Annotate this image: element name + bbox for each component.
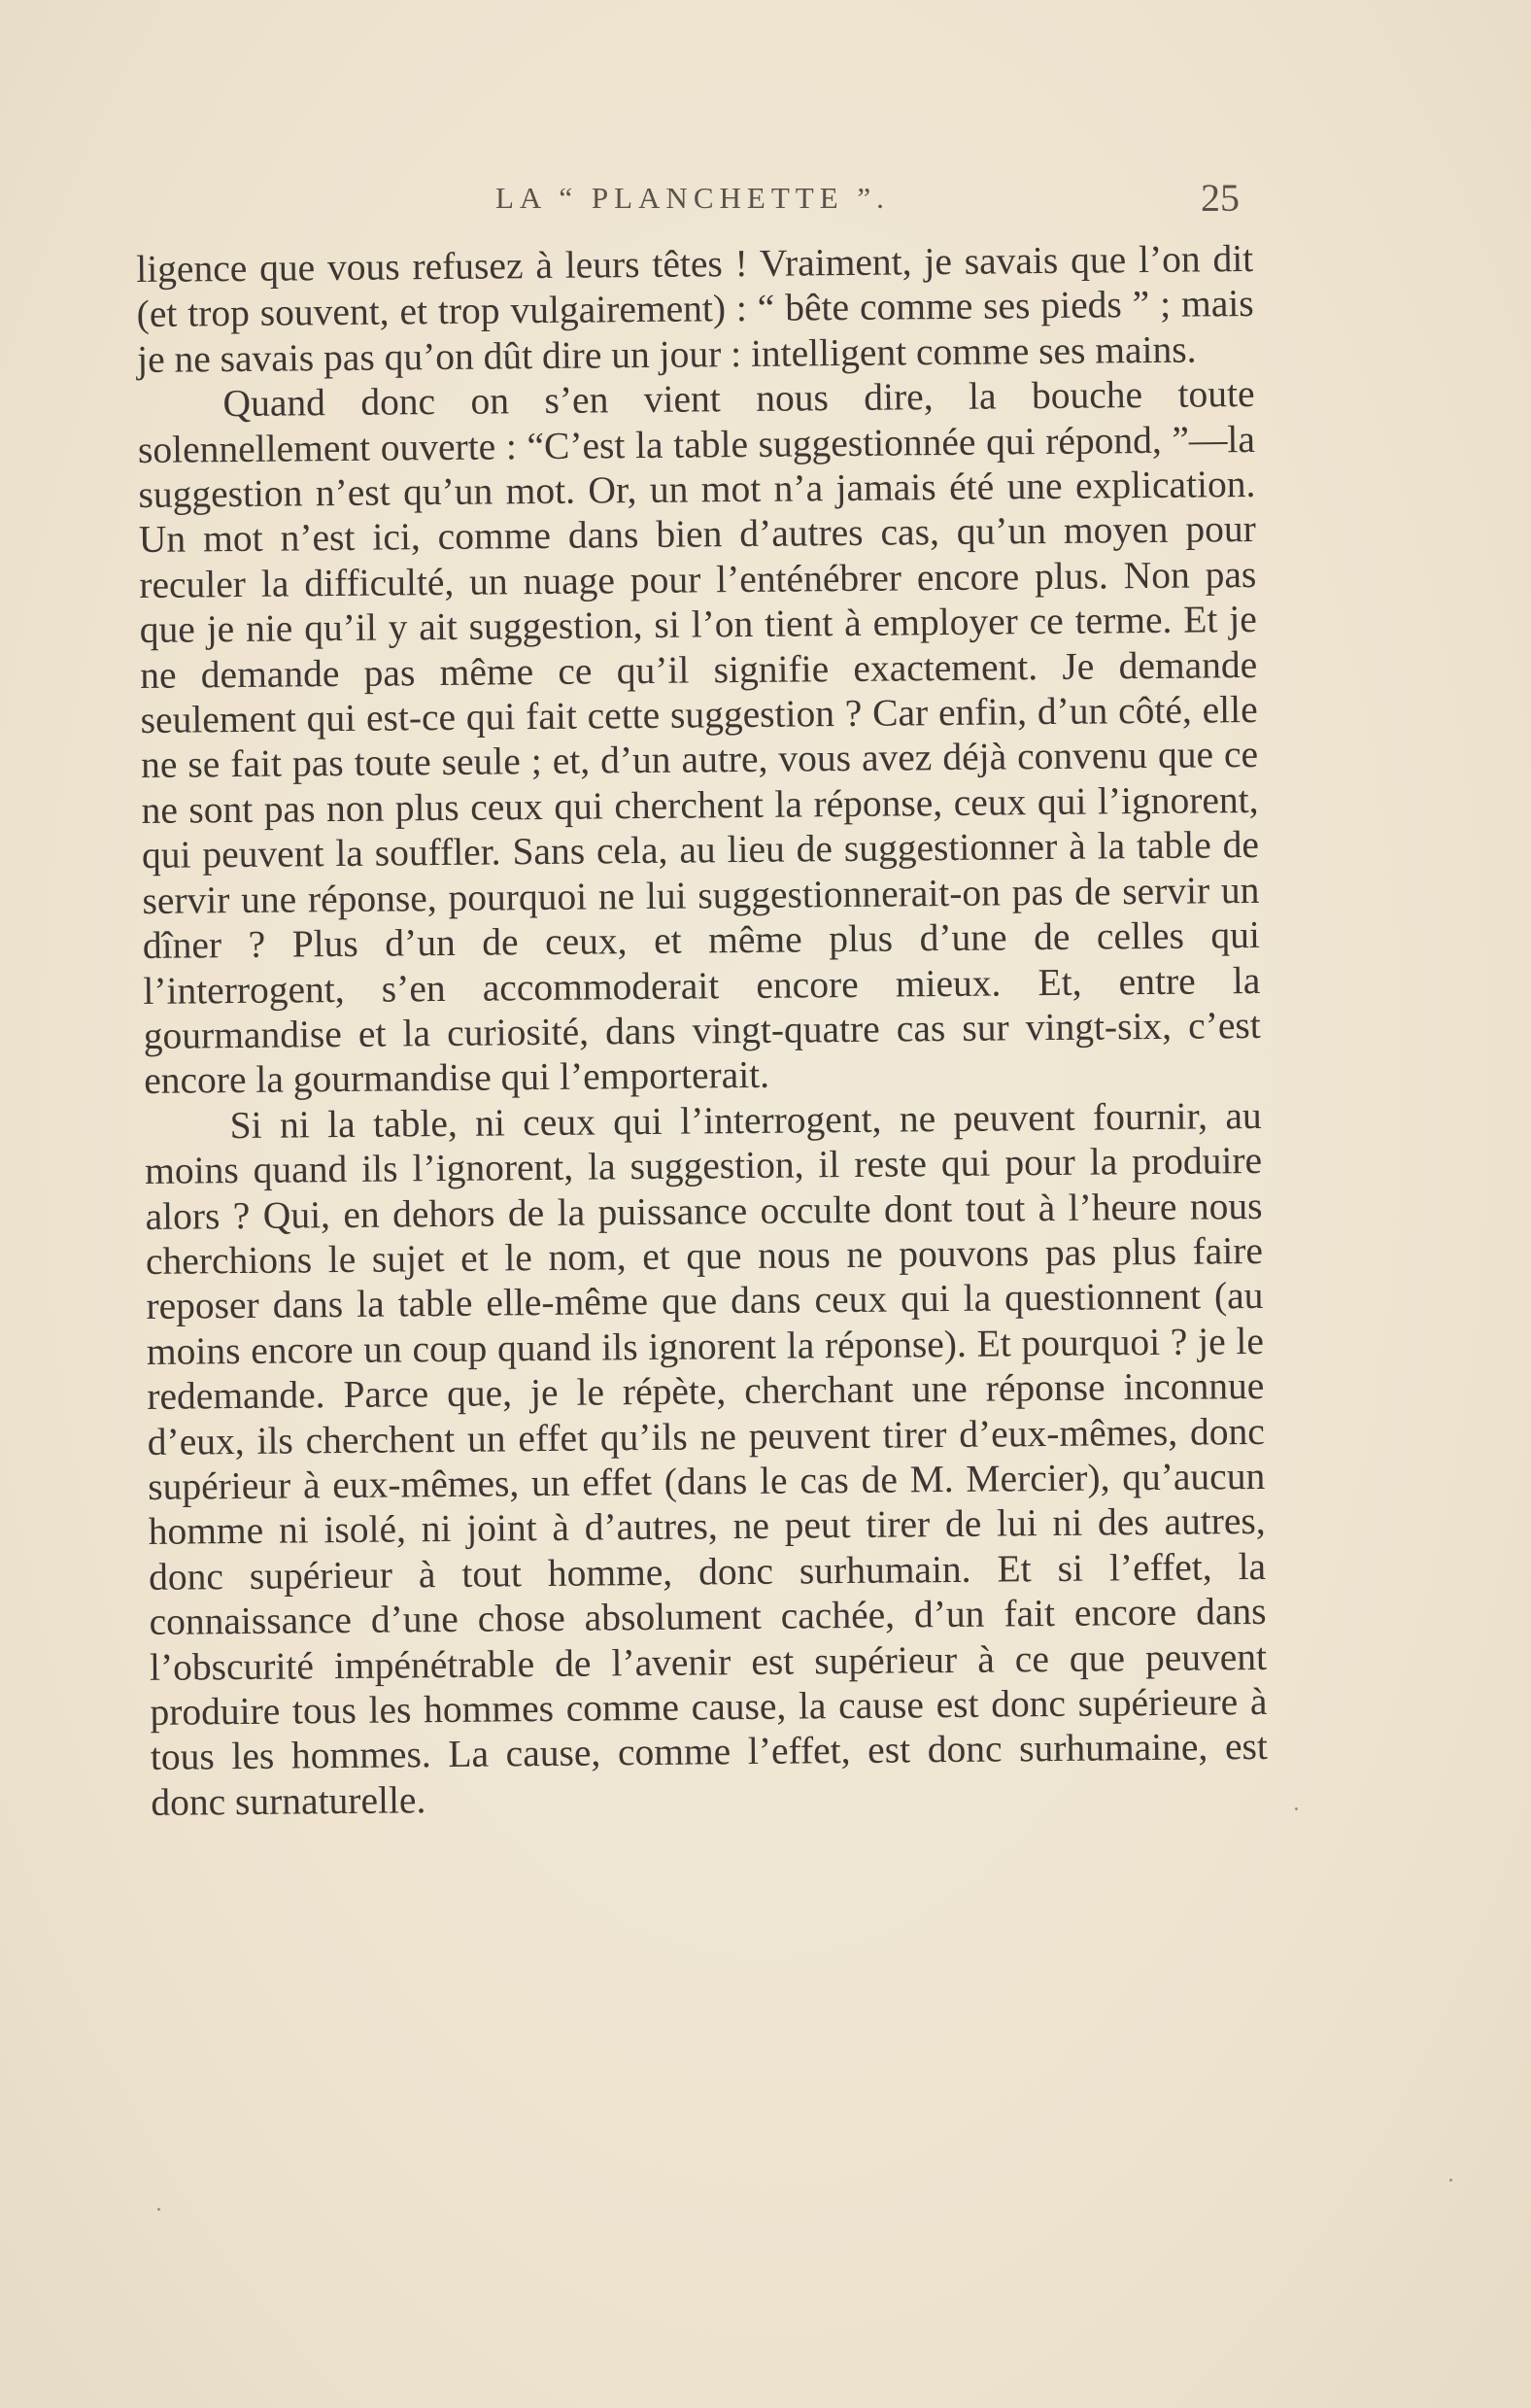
paper-speck	[157, 2208, 160, 2211]
paragraph-1: ligence que vous refusez à leurs têtes ! Vraiment, je savais que l’on dit (et trop souvent, et trop vulgairement) : “ bête comme ses pieds ” ; mais je ne savais pas qu’on dût dire un jour : intelligent comme ses mains.	[136, 236, 1254, 381]
paragraph-3: Si ni la table, ni ceux qui l’interrogent, ne peuvent fournir, au moins quand ils l’ignorent, la suggestion, il reste qui pour la produire alors ? Qui, en dehors de la puissance occulte dont tout à l’heure nous cherchions le sujet et le nom, et que nous ne pouvons pas plus faire reposer dans la table elle-même que dans ceux qui la questionnent (au moins encore un coup quand ils ignorent la réponse). Et pourquoi ? je le redemande. Parce que, je le répète, cherchant une réponse inconnue d’eux, ils cherchent un effet qu’ils ne peuvent tirer d’eux-mêmes, donc supérieur à eux-mêmes, un effet (dans le cas de M. Mercier), qu’aucun homme ni isolé, ni joint à d’autres, ne peut tirer de lui ni des autres, donc supérieur à tout homme, donc surhumain. Et si l’effet, la connaissance d’une chose absolument cachée, d’un fait encore dans l’obscurité impénétrable de l’avenir est supérieur à ce que peuvent produire tous les hommes comme cause, la cause est donc supérieure à tous les hommes. La cause, comme l’effet, est donc surhumaine, est donc surnaturelle.	[144, 1093, 1269, 1824]
running-title: LA “ PLANCHETTE ”.	[495, 181, 890, 215]
page-number: 25	[1201, 176, 1240, 220]
paper-speck	[1295, 1807, 1298, 1810]
body-text	[136, 236, 1269, 1825]
running-head	[0, 176, 1531, 229]
paper-speck	[1449, 2179, 1452, 2182]
paragraph-2: Quand donc on s’en vient nous dire, la bouche toute solennellement ouverte : “C’est la table suggestionnée qui répond, ”—la suggestion n’est qu’un mot. Or, un mot n’a jamais été une explication. Un mot n’est ici, comme dans bien d’autres cas, qu’un moyen pour reculer la difficulté, un nuage pour l’enténébrer encore plus. Non pas que je nie qu’il y ait suggestion, si l’on tient à employer ce terme. Et je ne demande pas même ce qu’il signifie exactement. Je demande seulement qui est-ce qui fait cette suggestion ? Car enfin, d’un côté, elle ne se fait pas toute seule ; et, d’un autre, vous avez déjà convenu que ce ne sont pas non plus ceux qui cherchent la réponse, ceux qui l’ignorent, qui peuvent la souffler. Sans cela, au lieu de suggestionner à la table de servir une réponse, pourquoi ne lui suggestionnerait-on pas de servir un dîner ? Plus d’un de ceux, et même plus d’une de celles qui l’interrogent, s’en accommoderait encore mieux. Et, entre la gourmandise et la curiosité, dans vingt-quatre cas sur vingt-six, c’est encore la gourmandise qui l’emporterait.	[137, 372, 1261, 1103]
